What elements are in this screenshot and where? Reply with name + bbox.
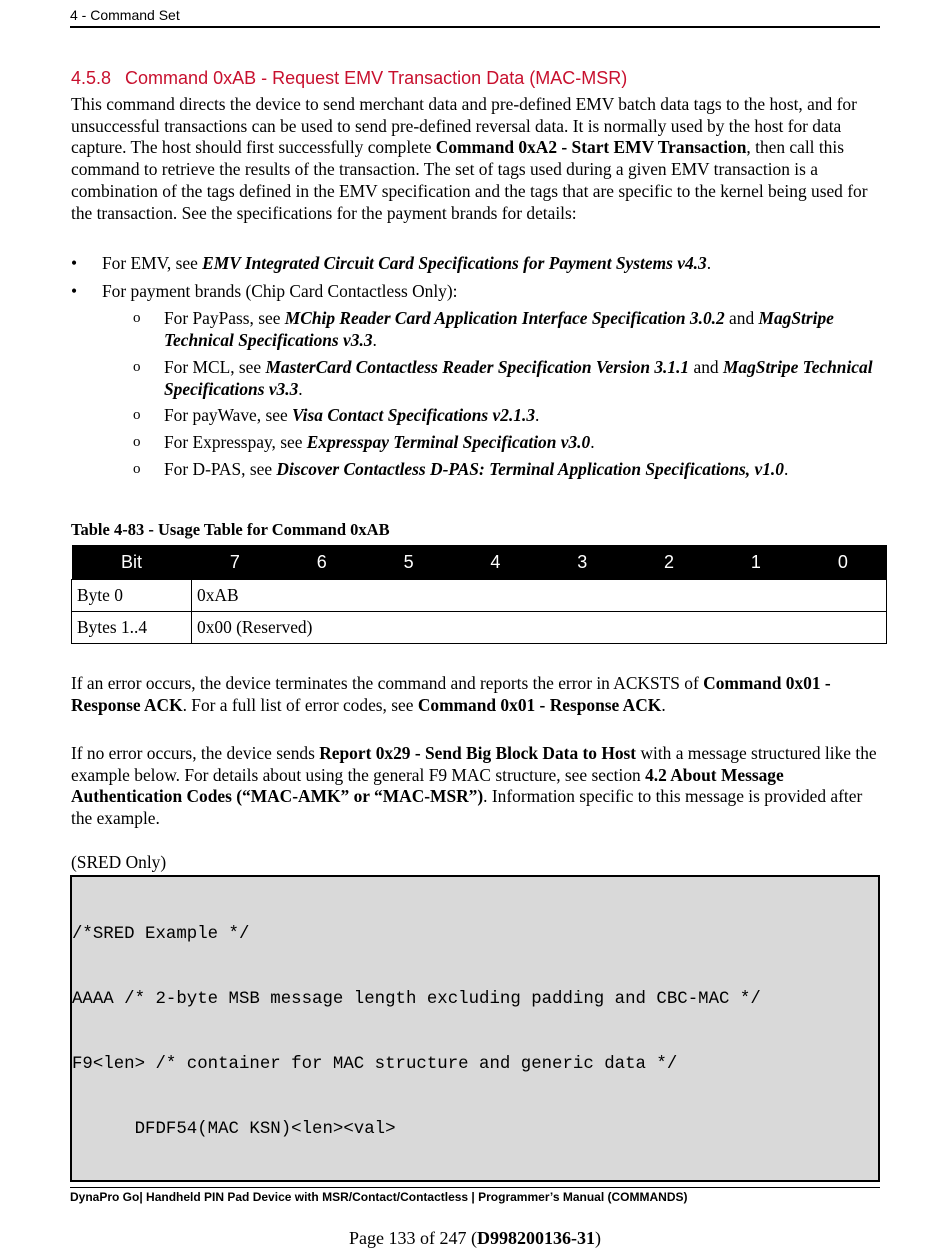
paypass-ref-2: MagStripe Technical Specifications v3.3 [164, 308, 834, 350]
table-row-label: Byte 0 [72, 580, 192, 612]
subbullet-text [164, 308, 879, 351]
expresspay-ref: Expresspay Terminal Specification v3.0 [306, 432, 591, 452]
error-text-3: . [661, 694, 666, 715]
bullet-emv-post: . [706, 253, 712, 273]
table-header-cell: 2 [626, 545, 713, 580]
table-header-row [72, 545, 887, 580]
dpas-ref: Discover Contactless D-PAS: Terminal Application Specifications, v1.0 [276, 459, 784, 479]
bullet-marker: • [71, 281, 78, 301]
table-header-cell: 0 [799, 545, 886, 580]
table-header-cell: 4 [452, 545, 539, 580]
intro-text-2: , then call this command to retrieve the results of the transaction. The set of tags used during a given EMV transaction is a combination of the tags defined in the EMV specification and the tags that are specific to the kernel being used for the transaction. See the specifications for the payment brands for details: [71, 137, 868, 223]
noerror-text-1: If no error occurs, the device sends [71, 743, 320, 763]
intro-paragraph [71, 94, 883, 224]
noerror-ref-2: 4.2 About Message Authentication Codes (“MAC-AMK” or “MAC-MSR”) [71, 764, 784, 807]
running-footer: DynaPro Go| Handheld PIN Pad Device with MSR/Contact/Contactless | Programmer’s Manual (COMMANDS) [70, 1187, 880, 1204]
bullet-text: For payment brands (Chip Card Contactless Only): [102, 281, 458, 301]
code-example-block [70, 875, 880, 1182]
bullet-emv-ref: EMV Integrated Circuit Card Specifications for Payment Systems v4.3 [202, 253, 707, 273]
table-row-label: Bytes 1..4 [72, 612, 192, 644]
section-number: 4.5.8 [71, 68, 112, 88]
noerror-text-3: . Information specific to this message is provided after the example. [71, 786, 863, 829]
error-paragraph [71, 673, 883, 716]
paypass-ref-1: MChip Reader Card Application Interface Specification 3.0.2 [284, 308, 725, 328]
error-text-1: If an error occurs, the device terminates the command and reports the error in ACKSTS of [71, 673, 704, 693]
mcl-post: . [298, 378, 303, 399]
document-number: D998200136-31 [476, 1228, 595, 1248]
usage-table [71, 545, 887, 644]
subbullet-marker: o [133, 359, 141, 375]
mcl-pre: For MCL, see [164, 357, 266, 377]
mcl-ref-1: MasterCard Contactless Reader Specification Version 3.1.1 [265, 357, 690, 377]
error-ref-1: Command 0x01 - Response ACK [71, 673, 831, 715]
code-line: F9<len> /* container for MAC structure and generic data */ [72, 1054, 678, 1074]
intro-ref-start-emv: Command 0xA2 - Start EMV Transaction [435, 137, 747, 158]
bullet-emv-pre: For EMV, see [102, 253, 203, 273]
table-header-cell: 6 [278, 545, 365, 580]
table-row [72, 612, 887, 644]
subbullet-marker: o [133, 461, 141, 477]
code-line: /*SRED Example */ [72, 925, 250, 945]
paywave-ref: Visa Contact Specifications v2.1.3 [292, 405, 536, 425]
error-ref-2: Command 0x01 - Response ACK [417, 694, 662, 715]
noerror-ref-1: Report 0x29 - Send Big Block Data to Host [319, 743, 637, 763]
dpas-pre: For D-PAS, see [164, 459, 277, 479]
subbullet-text [164, 405, 879, 427]
table-caption: Table 4-83 - Usage Table for Command 0xAB [71, 520, 390, 539]
subbullet-text [164, 459, 879, 481]
noerror-paragraph [71, 743, 883, 830]
subbullet-marker: o [133, 310, 141, 326]
page-number-close: ) [594, 1228, 601, 1248]
code-line: DFDF54(MAC KSN)<len><val> [72, 1119, 396, 1139]
expresspay-post: . [590, 432, 595, 452]
code-line: AAAA /* 2-byte MSB message length excluding padding and CBC-MAC */ [72, 989, 761, 1009]
table-row-value: 0x00 (Reserved) [192, 612, 887, 644]
subbullet-text [164, 432, 879, 454]
subbullet-marker: o [133, 434, 141, 450]
table-header-cell: 7 [192, 545, 279, 580]
section-title: Command 0xAB - Request EMV Transaction Data (MAC-MSR) [125, 68, 628, 88]
section-heading [71, 68, 627, 89]
paywave-pre: For payWave, see [164, 405, 293, 425]
page-number [0, 1228, 950, 1249]
bullet-marker: • [71, 253, 78, 273]
table-header-cell: Bit [72, 545, 192, 580]
paypass-mid: and [724, 308, 759, 328]
subbullet-marker: o [133, 407, 141, 423]
intro-text-1: This command directs the device to send merchant data and pre-defined EMV batch data tags to the host, and for unsuccessful transactions can be used to send pre-defined reversal data. It is normally used by the host for data capture. The host should first successfully complete [71, 94, 857, 158]
sred-label: (SRED Only) [71, 852, 167, 872]
table-header-cell: 1 [712, 545, 799, 580]
page-number-text: Page 133 of 247 ( [349, 1228, 477, 1248]
paypass-post: . [372, 329, 377, 350]
dpas-post: . [783, 459, 789, 479]
mcl-mid: and [689, 357, 723, 377]
bullet-text [102, 253, 892, 275]
paypass-pre: For PayPass, see [164, 308, 285, 328]
noerror-text-2: with a message structured like the example below. For details about using the general F9 MAC structure, see section [71, 743, 877, 785]
mcl-ref-2: MagStripe Technical Specifications v3.3 [164, 357, 873, 399]
running-header: 4 - Command Set [70, 7, 880, 28]
subbullet-text [164, 357, 879, 400]
expresspay-pre: For Expresspay, see [164, 432, 307, 452]
table-header-cell: 3 [539, 545, 626, 580]
table-row [72, 580, 887, 612]
error-text-2: . For a full list of error codes, see [182, 694, 418, 715]
table-row-value: 0xAB [192, 580, 887, 612]
paywave-post: . [535, 405, 540, 425]
table-header-cell: 5 [365, 545, 452, 580]
